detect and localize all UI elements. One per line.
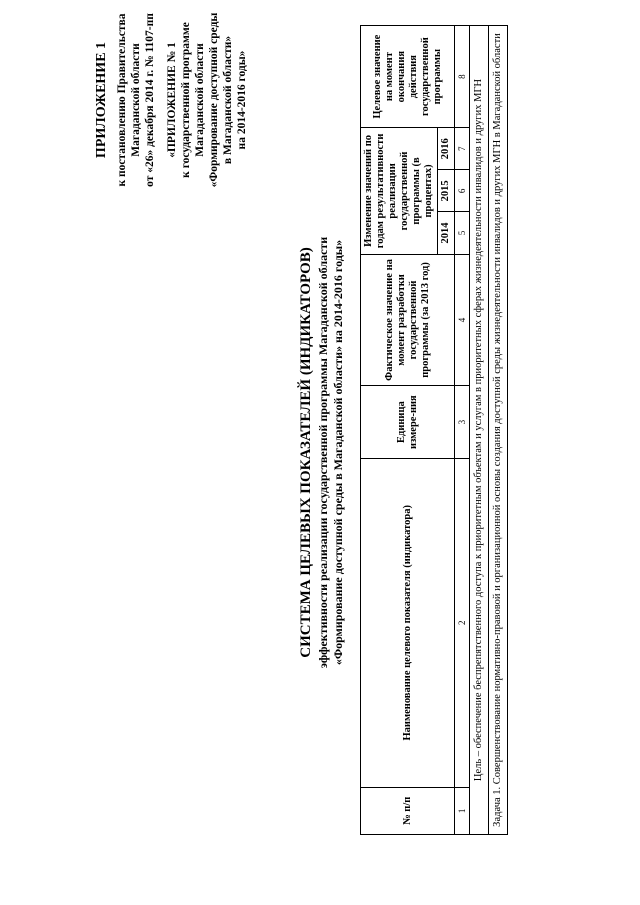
col-number: 8 — [455, 26, 470, 128]
appendix-line: в Магаданской области» — [222, 35, 234, 165]
subtitle-line: «Формирование доступной среды в Магаданской области» на 2014-2016 годы» — [331, 239, 345, 666]
col-number: 5 — [455, 212, 470, 254]
task-1-text: Задача 1. Совершенствование нормативно-правовой и организационной основы создания доступной среды жизнедеятельности инвалидов и других МГН в Магаданской области — [489, 26, 508, 835]
header-change: Изменение значений по годам результативности реализации государственной программы (в процентах) — [361, 128, 438, 254]
col-number: 2 — [455, 458, 470, 787]
col-number: 7 — [455, 128, 470, 170]
appendix-line: на 2014-2016 годы» — [236, 50, 248, 150]
header-year-2016: 2016 — [438, 128, 455, 170]
appendix-line: Магаданской области — [194, 43, 206, 157]
appendix-line: «Формирование доступной среды — [208, 12, 220, 188]
appendix-line: к постановлению Правительства — [116, 13, 128, 187]
document-title: СИСТЕМА ЦЕЛЕВЫХ ПОКАЗАТЕЛЕЙ (ИНДИКАТОРОВ) — [298, 247, 314, 658]
header-row — [361, 26, 438, 835]
header-year-2014: 2014 — [438, 212, 455, 254]
appendix-line: от «26» декабря 2014 г. № 1107-пп — [144, 13, 156, 187]
col-number: 6 — [455, 170, 470, 212]
header-target: Целевое значение на момент окончания действия государственной программы — [361, 26, 455, 128]
header-name: Наименование целевого показателя (индикатора) — [361, 458, 455, 787]
col-number: 4 — [455, 254, 470, 386]
document-subtitle — [316, 0, 346, 905]
header-num: № п/п — [361, 787, 455, 834]
appendix-line: «ПРИЛОЖЕНИЕ № 1 — [166, 42, 178, 158]
appendix-header — [95, 0, 249, 200]
appendix-title: ПРИЛОЖЕНИЕ 1 — [94, 41, 109, 159]
appendix-line: к государственной программе — [180, 22, 192, 178]
col-number: 1 — [455, 787, 470, 834]
header-unit: Единица измере-ния — [361, 386, 455, 459]
column-numbers-row — [455, 26, 470, 835]
appendix-line: Магаданской области — [130, 43, 142, 157]
goal-row — [470, 26, 489, 835]
subtitle-line: эффективности реализации государственной программы Магаданской области — [316, 236, 330, 669]
indicators-table — [360, 25, 508, 835]
goal-text: Цель – обеспечение беспрепятственного доступа к приоритетным объектам и услугам в приоритетных сферах жизнедеятельности инвалидов и других МГН — [470, 26, 489, 835]
task-row — [489, 26, 508, 835]
header-actual: Фактическое значение на момент разработки государственной программы (за 2013 год) — [361, 254, 455, 386]
col-number: 3 — [455, 386, 470, 459]
header-year-2015: 2015 — [438, 170, 455, 212]
